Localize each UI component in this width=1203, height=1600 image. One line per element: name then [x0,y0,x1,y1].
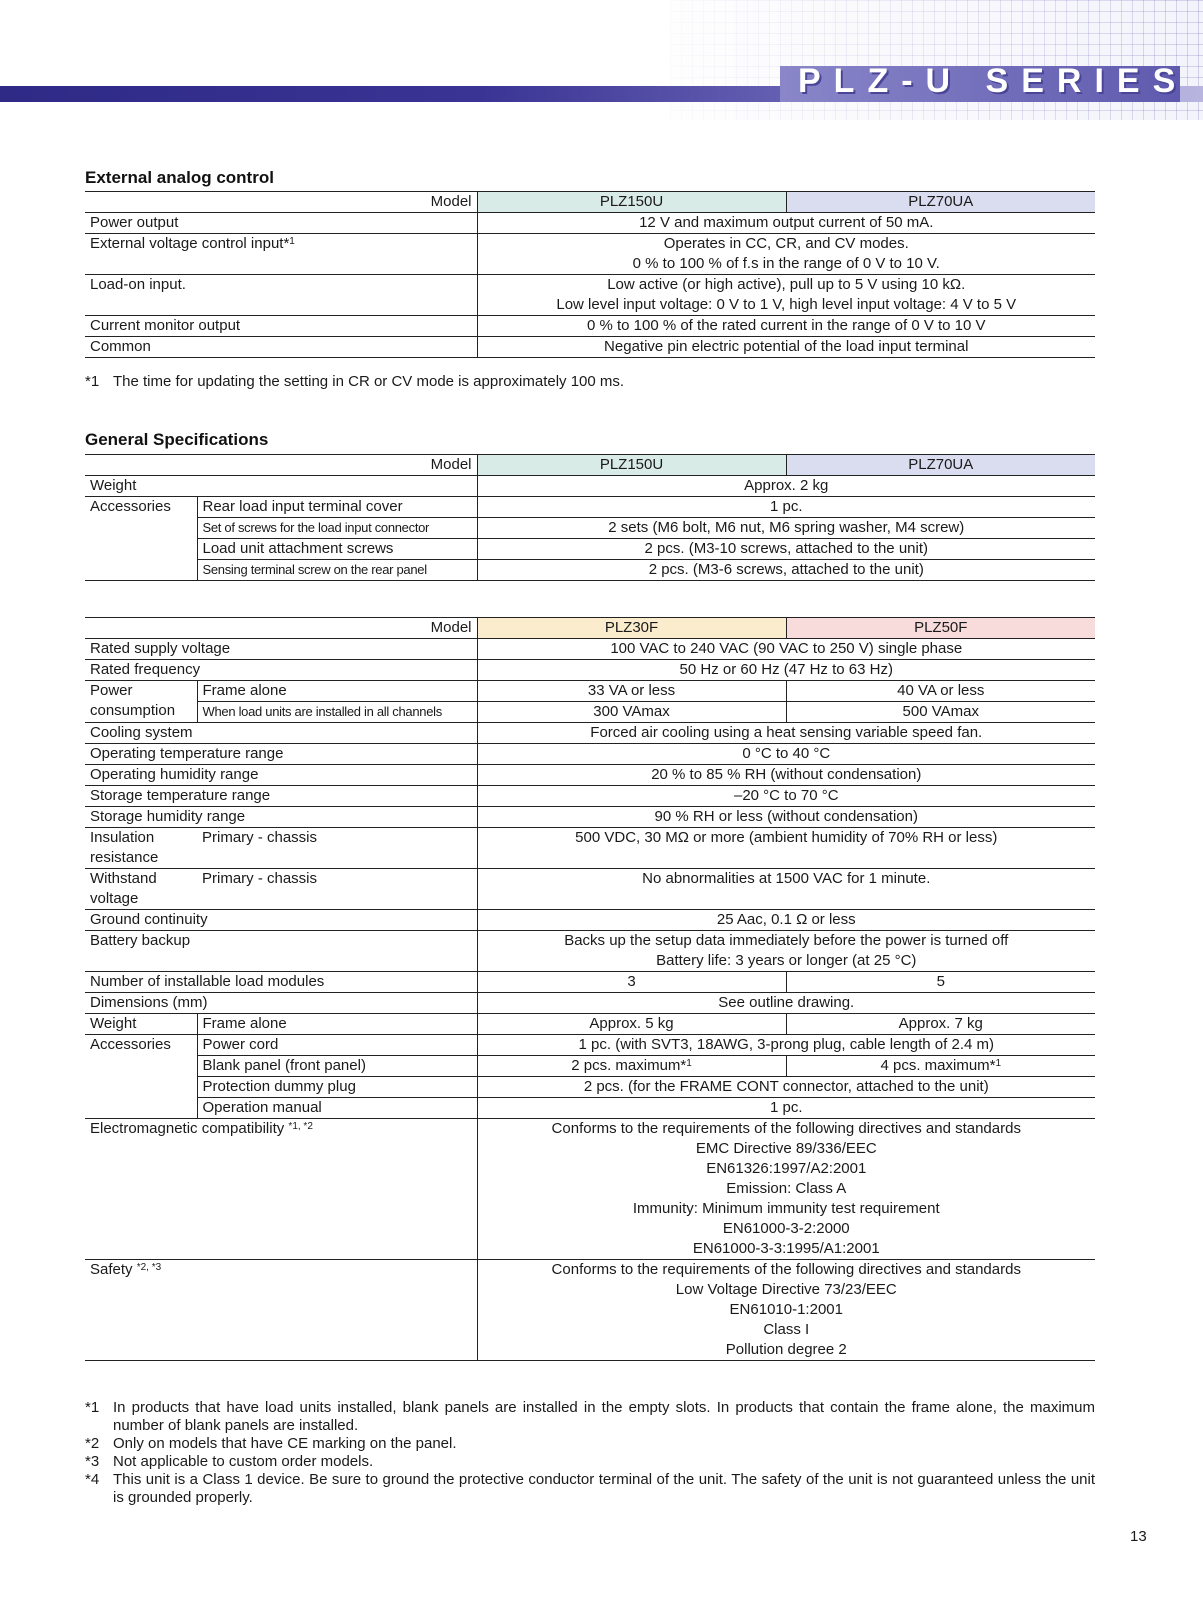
row-sublabel: Load unit attachment screws [197,539,477,560]
footnote: *3 Not applicable to custom order models. [85,1453,374,1470]
table-row [85,681,1095,702]
table-row [85,972,1095,993]
row-label: Storage temperature range [85,786,477,807]
table-row [85,1077,1095,1098]
table-row [85,1056,1095,1077]
row-value: 100 VAC to 240 VAC (90 VAC to 250 V) single phase [477,639,1095,660]
row-label: Insulation resistance [85,828,197,869]
row-value: 1 pc. [477,497,1095,518]
row-label: Power output [85,213,477,234]
row-sublabel: When load units are installed in all channels [197,702,477,723]
row-sublabel: Sensing terminal screw on the rear panel [197,560,477,581]
row-value: 300 VAmax [477,702,786,723]
footnote: *2 Only on models that have CE marking on the panel. [85,1435,457,1452]
footnote: *1 The time for updating the setting in CR or CV mode is approximately 100 ms. [85,373,625,390]
table-row [85,337,1095,358]
row-value: 5 [786,972,1095,993]
row-value: 40 VA or less [786,681,1095,702]
row-label: External voltage control input*$^1$ [85,234,477,275]
table-row [85,518,1095,539]
row-label: Number of installable load modules [85,972,477,993]
row-value: 2 pcs. maximum*$^1$ [477,1056,786,1077]
table-row [85,910,1095,931]
row-value: 0 % to 100 % of the rated current in the range of 0 V to 10 V [477,316,1095,337]
row-value: 2 pcs. (M3-6 screws, attached to the unit) [477,560,1095,581]
header-grid-decoration [670,0,1203,120]
footnote: *1 In products that have load units installed, blank panels are installed in the empty slots. In products that contain the frame alone, the maximum number of blank panels are installed. [85,1399,1095,1434]
row-sublabel: Protection dummy plug [197,1077,477,1098]
row-label: Safety $^{*2, *3}$ [85,1260,477,1361]
row-label: Operating temperature range [85,744,477,765]
row-value: 1 pc. (with SVT3, 18AWG, 3-prong plug, cable length of 2.4 m) [477,1035,1095,1056]
row-value: 1 pc. [477,1098,1095,1119]
table-row [85,1098,1095,1119]
table-row [85,192,1095,213]
model-name: PLZ70UA [786,455,1095,476]
footnote: *4 This unit is a Class 1 device. Be sure to ground the protective conductor terminal of the unit. The safety of the unit is not guaranteed unless the unit is grounded properly. [85,1471,1095,1506]
row-label: Ground continuity [85,910,477,931]
row-value: 500 VDC, 30 MΩ or more (ambient humidity of 70% RH or less) [477,828,1095,869]
row-value: 0 °C to 40 °C [477,744,1095,765]
table-row [85,786,1095,807]
table-row [85,993,1095,1014]
row-value: 2 pcs. (M3-10 screws, attached to the unit) [477,539,1095,560]
model-label: Model [85,618,477,639]
row-label: Electromagnetic compatibility $^{*1, *2}$ [85,1119,477,1260]
row-value: 33 VA or less [477,681,786,702]
table-row [85,869,1095,910]
series-title: PLZ-U SERIES [798,62,1189,100]
row-value: Backs up the setup data immediately before the power is turned off Battery life: 3 years or longer (at 25 °C) [477,931,1095,972]
table-row [85,1119,1095,1260]
row-value: 2 pcs. (for the FRAME CONT connector, attached to the unit) [477,1077,1095,1098]
row-value: 500 VAmax [786,702,1095,723]
row-label: Withstand voltage [85,869,197,910]
row-value: 4 pcs. maximum*$^1$ [786,1056,1095,1077]
general-spec-table [85,454,1095,581]
table-row [85,539,1095,560]
row-value: 20 % to 85 % RH (without condensation) [477,765,1095,786]
table-row [85,455,1095,476]
row-value: Forced air cooling using a heat sensing variable speed fan. [477,723,1095,744]
row-sublabel: Primary - chassis [197,869,477,910]
row-value: 50 Hz or 60 Hz (47 Hz to 63 Hz) [477,660,1095,681]
row-label: Cooling system [85,723,477,744]
row-sublabel: Blank panel (front panel) [197,1056,477,1077]
row-label: Current monitor output [85,316,477,337]
row-value: –20 °C to 70 °C [477,786,1095,807]
table-row [85,660,1095,681]
row-label: Weight [85,1014,197,1035]
row-value: 2 sets (M6 bolt, M6 nut, M6 spring washer, M4 screw) [477,518,1095,539]
row-sublabel: Rear load input terminal cover [197,497,477,518]
table-row [85,639,1095,660]
model-name: PLZ70UA [786,192,1095,213]
row-value: Approx. 7 kg [786,1014,1095,1035]
table-row [85,618,1095,639]
footnote-ref: 1 [289,236,295,247]
row-label: Power consumption [85,681,197,723]
row-sublabel: Operation manual [197,1098,477,1119]
section-title-general: General Specifications [85,430,269,449]
row-label: Weight [85,476,477,497]
row-value: Approx. 5 kg [477,1014,786,1035]
row-label: Load-on input. [85,275,477,316]
table-row [85,1035,1095,1056]
row-label: Dimensions (mm) [85,993,477,1014]
row-value: 25 Aac, 0.1 Ω or less [477,910,1095,931]
row-sublabel: Frame alone [197,1014,477,1035]
table-row [85,1260,1095,1361]
table-row [85,275,1095,316]
row-value: 12 V and maximum output current of 50 mA. [477,213,1095,234]
row-value: Negative pin electric potential of the load input terminal [477,337,1095,358]
row-sublabel: Power cord [197,1035,477,1056]
table-row [85,316,1095,337]
row-value: Approx. 2 kg [477,476,1095,497]
table-row [85,828,1095,869]
row-value: No abnormalities at 1500 VAC for 1 minute. [477,869,1095,910]
table-row [85,765,1095,786]
row-label: Battery backup [85,931,477,972]
row-sublabel: Set of screws for the load input connector [197,518,477,539]
table-row [85,744,1095,765]
row-label: Operating humidity range [85,765,477,786]
row-value: Low active (or high active), pull up to 5 V using 10 kΩ. Low level input voltage: 0 V to 1 V, high level input voltage: 4 V to 5 V [477,275,1095,316]
table-row [85,1014,1095,1035]
row-label: Storage humidity range [85,807,477,828]
table-row [85,497,1095,518]
row-label: Common [85,337,477,358]
table-row [85,234,1095,275]
row-label: Rated frequency [85,660,477,681]
model-name: PLZ150U [477,192,786,213]
row-value: See outline drawing. [477,993,1095,1014]
table-row [85,931,1095,972]
model-name: PLZ150U [477,455,786,476]
table-row [85,560,1095,581]
row-value: 3 [477,972,786,993]
row-value: 90 % RH or less (without condensation) [477,807,1095,828]
row-sublabel: Primary - chassis [197,828,477,869]
row-value: Conforms to the requirements of the following directives and standards Low Voltage Directive 73/23/EEC EN61010-1:2001 Class I Pollution degree 2 [477,1260,1095,1361]
frame-spec-table [85,617,1095,1361]
row-label: Accessories [85,1035,197,1119]
model-name: PLZ30F [477,618,786,639]
table-row [85,807,1095,828]
row-label: Accessories [85,497,197,581]
row-value: Operates in CC, CR, and CV modes. 0 % to 100 % of f.s in the range of 0 V to 10 V. [477,234,1095,275]
page-number: 13 [1130,1528,1147,1545]
table-row [85,723,1095,744]
model-name: PLZ50F [786,618,1095,639]
model-label: Model [85,192,477,213]
row-label: Rated supply voltage [85,639,477,660]
section-title-external-analog: External analog control [85,168,274,187]
row-sublabel: Frame alone [197,681,477,702]
table-row [85,702,1095,723]
model-label: Model [85,455,477,476]
row-value: Conforms to the requirements of the following directives and standards EMC Directive 89/336/EEC EN61326:1997/A2:2001 Emission: Class A Immunity: Minimum immunity test requirement EN61000-3-2:2000 EN61000-3-3:1995/A1:2001 [477,1119,1095,1260]
external-analog-table [85,191,1095,358]
table-row [85,476,1095,497]
table-row [85,213,1095,234]
